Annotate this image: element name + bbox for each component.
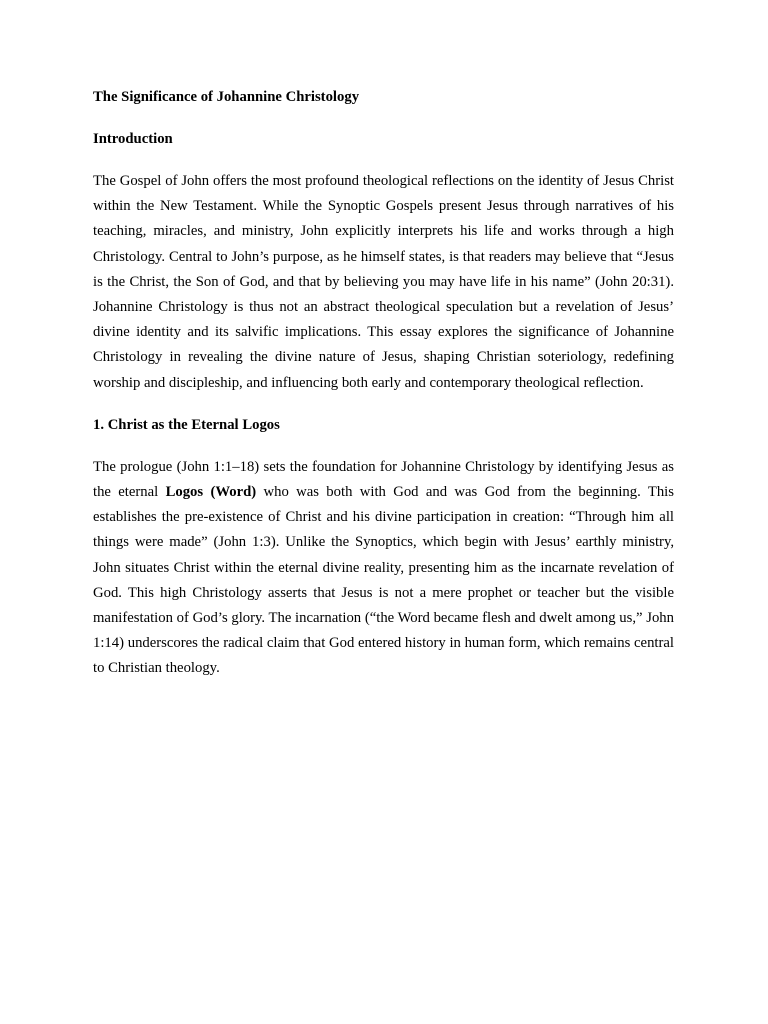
- section-heading-introduction: Introduction: [93, 131, 173, 147]
- document-page: [93, 85, 674, 682]
- spacer: [93, 438, 674, 455]
- spacer: [93, 110, 674, 127]
- section-paragraph-introduction: [93, 169, 674, 396]
- emphasis-logos-word: Logos (Word): [165, 484, 257, 501]
- paragraph-text: who was both with God and was God from the beginning. This establishes the pre-existence of Christ and his divine participation in creation: “Through him all things were made” (John 1:3). Unlike the Synoptics, which begin with Jesus’ earthly ministry, John situates Christ within the eternal divine reality, presenting him as the incarnate revelation of God. This high Christology asserts that Jesus is not a mere prophet or teacher but the visible manifestation of God’s glory. The incarnation (“the Word became flesh and dwelt among us,” John 1:14) underscores the radical claim that God entered history in human form, which remains central to Christian theology.: [93, 484, 674, 677]
- spacer: [93, 396, 674, 413]
- section-paragraph-logos: [93, 455, 674, 682]
- paragraph-text: The prologue (John 1:1–18) sets the foundation for Johannine Christology by identifying Jesus as the eternal: [93, 458, 674, 501]
- spacer: [93, 152, 674, 169]
- section-heading-logos: 1. Christ as the Eternal Logos: [93, 416, 280, 433]
- paragraph-text: The Gospel of John offers the most profound theological reflections on the identity of Jesus Christ within the New Testament. While the Synoptic Gospels present Jesus through narratives of his teaching, miracles, and ministry, John explicitly interprets his life and works through a high Christology. Central to John’s purpose, as he himself states, is that readers may believe that “Jesus is the Christ, the Son of God, and that by believing you may have life in his name” (John 20:31). Johannine Christology is thus not an abstract theological speculation but a revelation of Jesus’ divine identity and its salvific implications. This essay explores the significance of Johannine Christology in revealing the divine nature of Jesus, shaping Christian soteriology, redefining worship and discipleship, and influencing both early and contemporary theological reflection.: [93, 173, 674, 391]
- document-title: The Significance of Johannine Christology: [93, 89, 360, 105]
